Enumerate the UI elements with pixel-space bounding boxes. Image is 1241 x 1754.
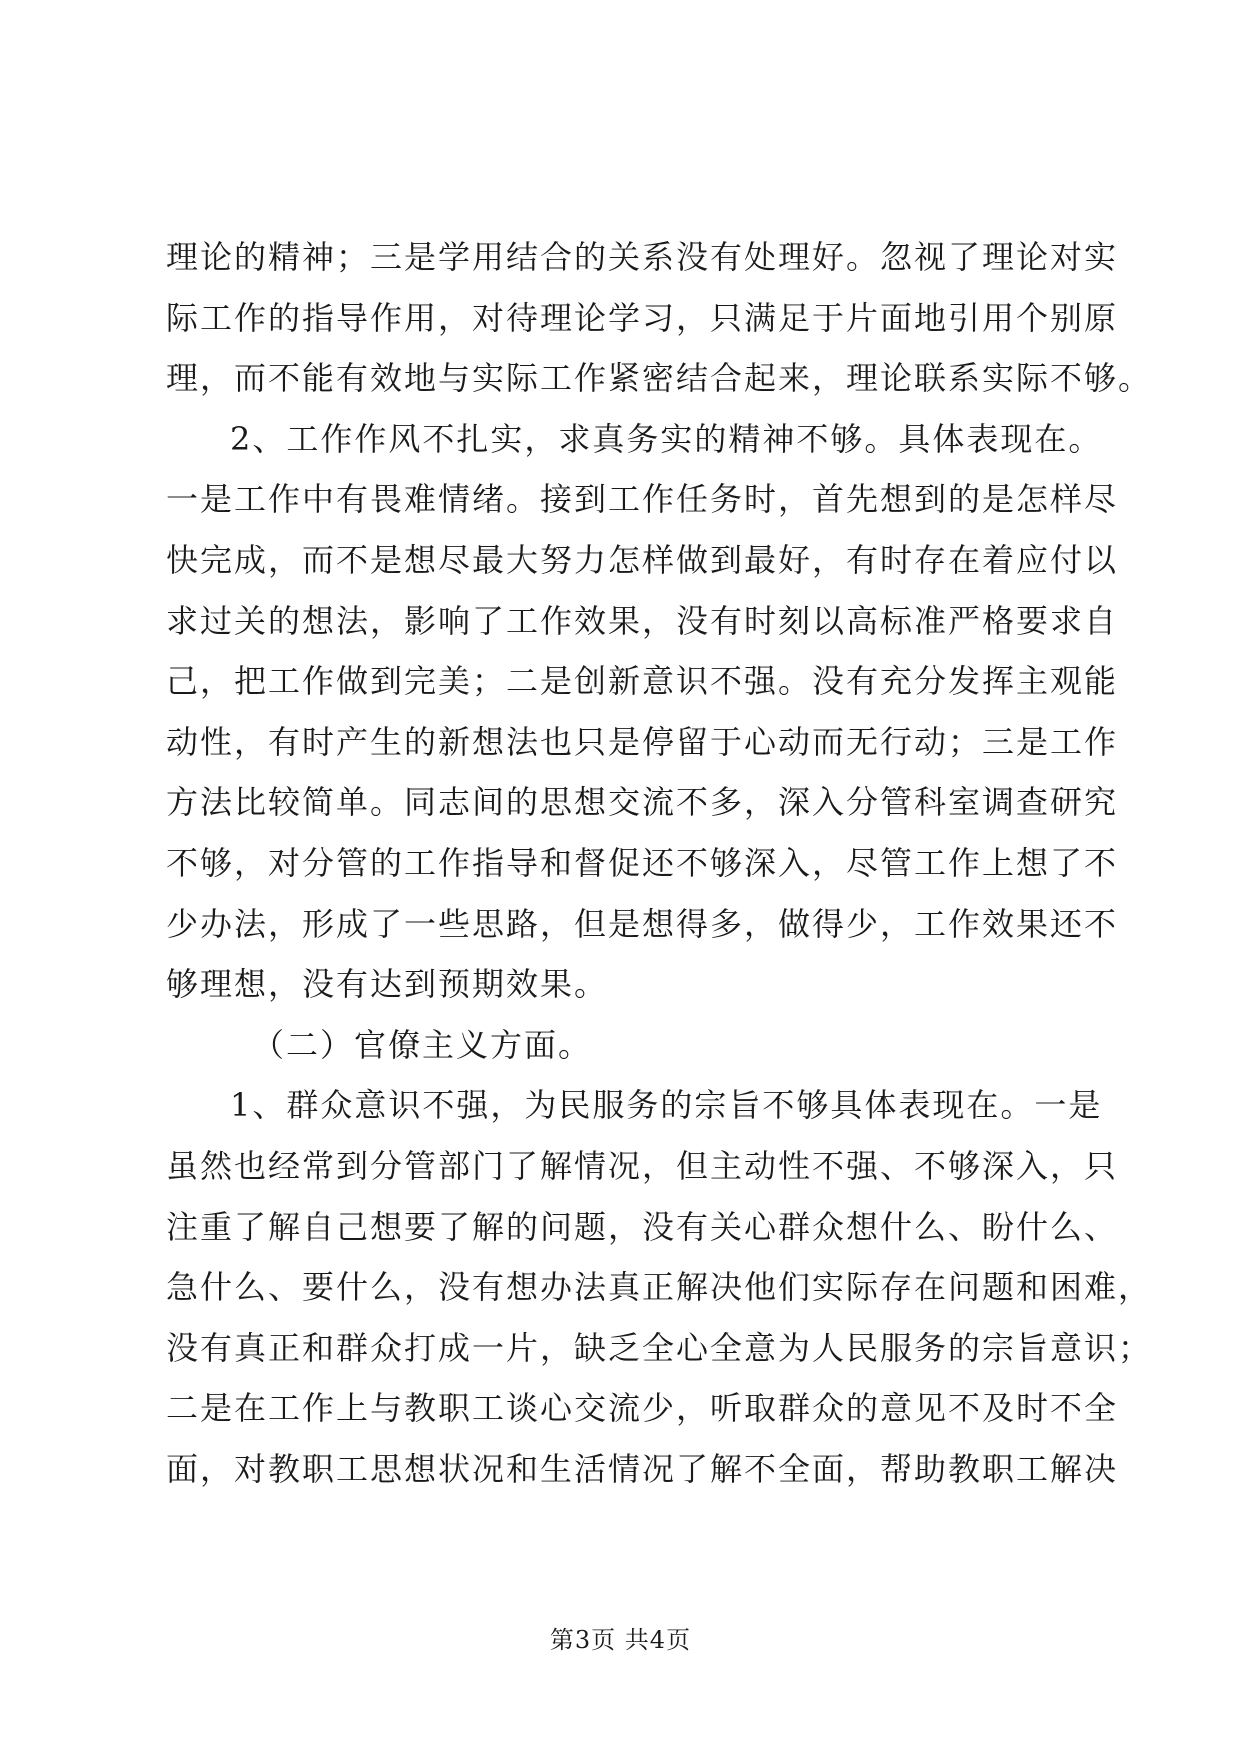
text-line: 急什么、要什么，没有想办法真正解决他们实际存在问题和困难， — [166, 1268, 1153, 1307]
text-line: 己，把工作做到完美；二是创新意识不强。没有充分发挥主观能 — [166, 662, 1119, 701]
text-line: 动性，有时产生的新想法也只是停留于心动而无行动；三是工作 — [166, 722, 1119, 761]
section-heading: （二）官僚主义方面。 — [252, 1025, 593, 1064]
text-line: 求过关的想法，影响了工作效果，没有时刻以高标准严格要求自 — [166, 601, 1119, 640]
text-line: 少办法，形成了一些思路，但是想得多，做得少，工作效果还不 — [166, 904, 1119, 943]
text-line: 2、工作作风不扎实，求真务实的精神不够。具体表现在。 — [230, 419, 1103, 458]
text-line: 不够，对分管的工作指导和督促还不够深入，尽管工作上想了不 — [166, 843, 1119, 882]
text-line: 够理想，没有达到预期效果。 — [166, 965, 609, 1004]
text-line: 没有真正和群众打成一片，缺乏全心全意为人民服务的宗旨意识； — [166, 1328, 1153, 1367]
text-line: 面，对教职工思想状况和生活情况了解不全面，帮助教职工解决 — [166, 1449, 1119, 1488]
text-line: 际工作的指导作用，对待理论学习，只满足于片面地引用个别原 — [166, 298, 1119, 337]
text-line: 理，而不能有效地与实际工作紧密结合起来，理论联系实际不够。 — [166, 359, 1153, 398]
text-line: 一是工作中有畏难情绪。接到工作任务时，首先想到的是怎样尽 — [166, 480, 1119, 519]
page-number-footer: 第3页 共4页 — [549, 1626, 692, 1654]
text-line: 快完成，而不是想尽最大努力怎样做到最好，有时存在着应付以 — [166, 540, 1119, 579]
text-line: 注重了解自己想要了解的问题，没有关心群众想什么、盼什么、 — [166, 1207, 1119, 1246]
text-line: 方法比较简单。同志间的思想交流不多，深入分管科室调查研究 — [166, 783, 1119, 822]
text-line: 虽然也经常到分管部门了解情况，但主动性不强、不够深入，只 — [166, 1146, 1119, 1185]
document-body — [166, 227, 1153, 1499]
text-line: 理论的精神；三是学用结合的关系没有处理好。忽视了理论对实 — [166, 238, 1119, 276]
text-line: 二是在工作上与教职工谈心交流少，听取群众的意见不及时不全 — [166, 1389, 1119, 1428]
text-line: 1、群众意识不强，为民服务的宗旨不够具体表现在。一是 — [230, 1086, 1103, 1125]
